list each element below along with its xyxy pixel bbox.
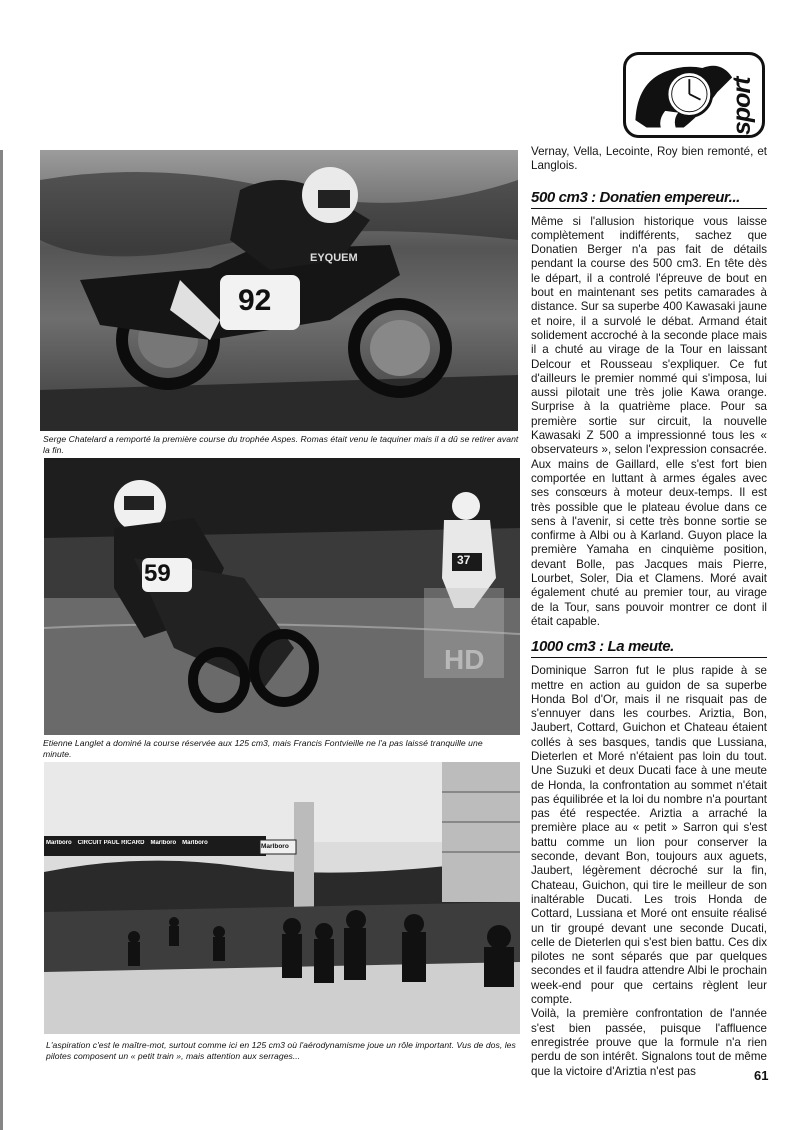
banner: Marlboro: [182, 840, 208, 846]
intro-paragraph: Vernay, Vella, Lecointe, Roy bien remonté, et Langlois.: [531, 145, 767, 173]
banner: Marlboro: [150, 840, 177, 846]
page-number: 61: [754, 1068, 769, 1083]
bike-number-2: 37: [457, 553, 471, 567]
photo-riders-59-37: [44, 458, 520, 735]
bike-lettering: EYQUEM: [310, 252, 358, 264]
section-heading: 1000 cm3 : La meute.: [531, 638, 767, 658]
page-edge: [0, 150, 3, 1130]
photo-caption: Serge Chatelard a remporté la première course du trophée Aspes. Romas était venu le taquiner mais il a dû se retirer avant la fin.: [43, 434, 519, 455]
banner-row: [46, 840, 266, 846]
photo-caption: L'aspiration c'est le maître-mot, surtout comme ici en 125 cm3 où l'aérodynamisme joue un rôle important. Vus de dos, les pilotes composent un « petit train », mais attention aux serrages...: [46, 1040, 516, 1061]
logo-word: sport: [728, 77, 756, 135]
section-paragraph: Même si l'allusion historique vous laisse complètement indifférents, sachez que Donatien Berger n'a pas fait de détails pendant la course des 500 cm3. En tête dès le départ, il a controlé l'épreuve de bout en bout en maintenant ses petits camarades à distance. Sur sa superbe 400 Kawasaki jaune et noire, il a survolé le débat. Armand était solidement accroché à la seconde place mais il a chuté au virage de la Tour en laissant Delcour et Rousseau s'expliquer. Ce fut d'ailleurs le premier nommé qui s'imposa, lui aussi pilotait une très jolie Kawa orange. Surprise à la quatrième place. Pour sa première sortie sur circuit, la nouvelle Kawasaki Z 500 a impressionné tous les « observateurs », selon l'expression consacrée. Aux mains de Gaillard, elle s'est fort bien comportée en luttant à armes égales avec ses consœurs à moteur deux-temps. Il est très possible que le plateau évolue dans ce sens à l'avenir, si cette très bonne sortie se confirme à Albi ou à Karland. Guyon place la première Yamaha en cinquième position, devant Bolle, pas Jacques mais Pierre, Lourbet, Soler, Dia et Clamens. Moré avait également chuté au premier tour, au virage de la Tour, sans pouvoir montrer ce dont il était capable.: [531, 214, 767, 628]
section-heading: 500 cm3 : Donatien empereur...: [531, 189, 767, 209]
section-paragraph: Dominique Sarron fut le plus rapide à se mettre en action au guidon de sa superbe Honda Bol d'Or, mais il ne risquait pas de s'ennuyer dans les courbes. Ariztia, Bon, Jaubert, Cottard, Guichon et Chateau étaient collés à ses basques, tandis que Lussiana, Dieterlen et Moré n'étaient pas loin du tout. Une Suzuki et deux Ducati face à une meute de Honda, la confrontation au sommet n'était pas équilibrée et la loi du nombre n'a pourtant pas été respectée. Ariztia a arraché la première place au « petit » Sarron qui s'est battu comme un lion pour conserver la seconde, devant Bon, toujours aux aguets, Jaubert, légèrement décroché sur la fin, Chateau, Guichon, qui tire le meilleur de son inaltérable Ducati. Les trois Honda de Cottard, Lussiana et Moré ont ensuite réalisé un tir groupé devant une seconde Ducati, celle de Dieterlen qui s'est bien battu. Ces dix pilotes ne sont séparés que par quelques secondes et il faudra attendre Albi le prochain week-end pour que certains règlent leur compte.: [531, 664, 767, 1007]
bike-number: 59: [144, 560, 171, 587]
photo-rider-92: [40, 150, 518, 431]
banner: Marlboro: [261, 843, 289, 850]
sport-logo: [623, 52, 765, 138]
watermark: HD: [444, 644, 485, 675]
bike-number: 92: [238, 284, 272, 317]
banner: Marlboro: [46, 840, 72, 846]
section-paragraph: Voilà, la première confrontation de l'année s'est bien passée, puisque l'affluence enregistrée prouve que la formule n'a rien perdu de son intérêt. Signalons tout de même que la victoire d'Ariztia n'est pas: [531, 1007, 767, 1078]
article-column: [531, 145, 767, 1079]
photo-caption: Etienne Langlet a dominé la course réservée aux 125 cm3, mais Francis Fontvieille ne l'a pas laissé tranquille une minute.: [43, 738, 483, 759]
banner: CIRCUIT PAUL RICARD: [77, 840, 145, 846]
photo-pack-grandstand: [44, 762, 520, 1034]
